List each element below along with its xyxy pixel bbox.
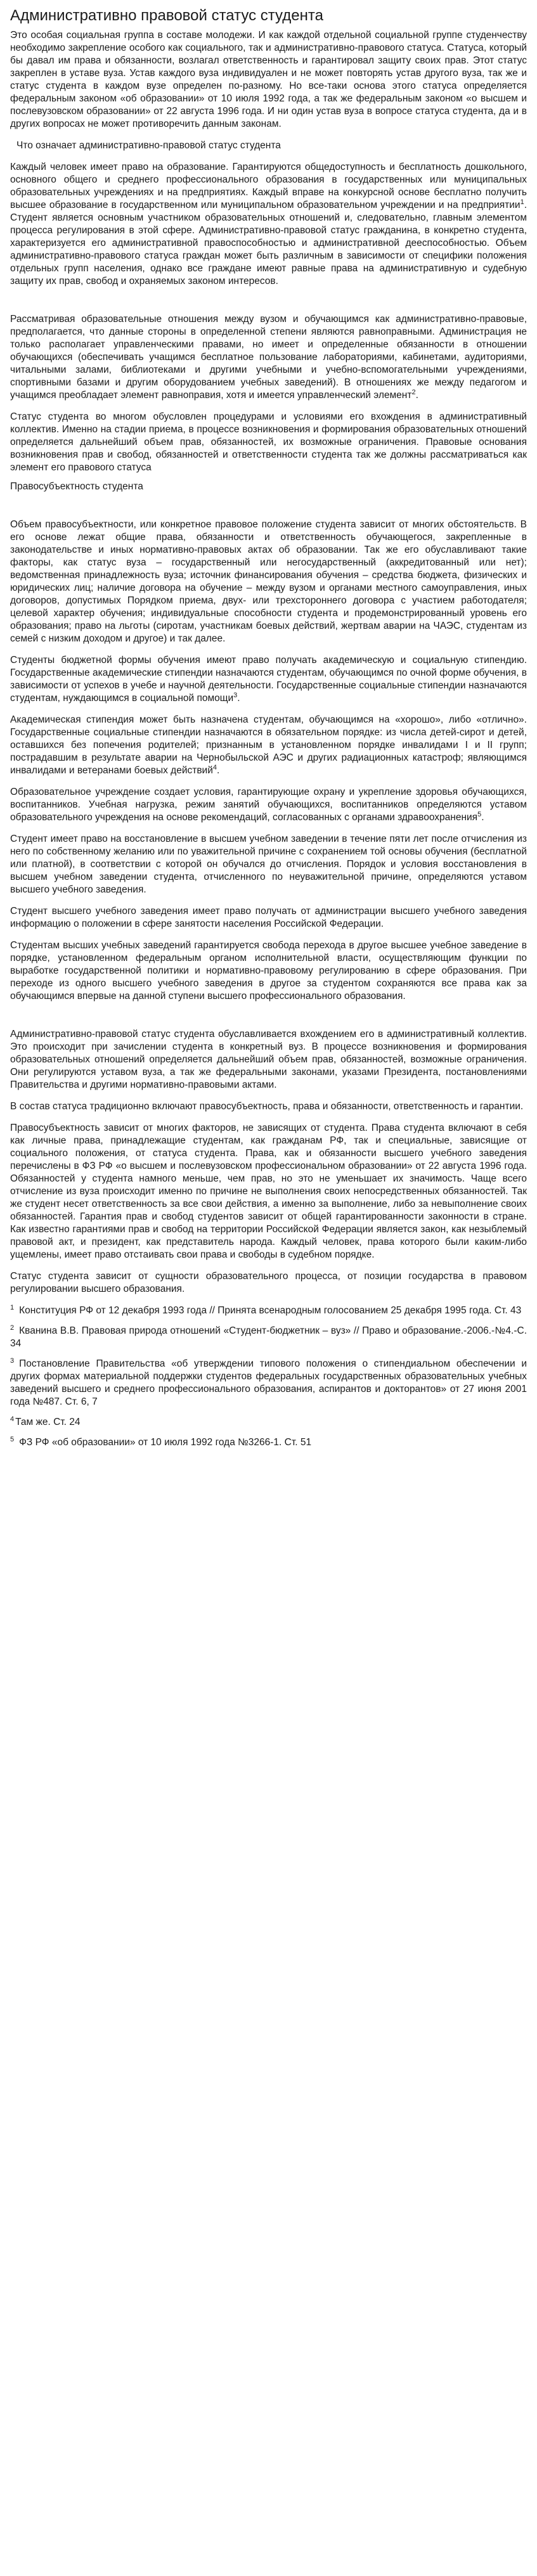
paragraph-14: Статус студента зависит от сущности образовательного процесса, от позиции государства в правовом регулировании высшего образования. [10, 1271, 527, 1294]
paragraph-2: Рассматривая образовательные отношения между вузом и обучающимся как административно-правовые, предполагается, что данные стороны в определенной степени являются равноправными. Администрация не только располагает управленческими правами, но имеет и определенные обязанности в отношении обучающихся (обеспечивать учащимся бесплатное пользование лабораториями, кабинетами, аудиториями, читальными залами, библиотеками и другими учебными и учебно-вспомогательными учреждениями, спортивными базами и другим оборудованием учебных заведений). В отношениях же между педагогом и учащимся преобладает элемент равноправия, хотя и имеется управленческий элемент$^2$. [10, 314, 527, 401]
page-title: Административно правовой статус студента [10, 7, 323, 24]
paragraph-6: Академическая стипендия может быть назначена студентам, обучающимся на «хорошо», либо «отлично». Государственные социальные стипендии назначаются в обязательном порядке: из числа детей-сирот и детей, оставшихся без попечения родителей; признанным в установленном порядке инвалидами I и II групп; пострадавшим в результате аварии на Чернобыльской АЭС и других радиационных катастроф; являющимся инвалидами и ветеранами боевых действий$^4$. [10, 714, 527, 776]
spacer [10, 502, 527, 518]
paragraph-1: Каждый человек имеет право на образование. Гарантируются общедоступность и бесплатность дошкольного, основного общего и среднего профессионального образования в государственных или муниципальных образовательных учреждениях и на предприятиях. Каждый вправе на конкурсной основе бесплатно получить высшее образование в государственном или муниципальном образовательном учреждении и на предприятии$^1$. Студент является основным участником образовательных отношений и, следовательно, главным элементом процесса регулирования в этой сфере. Административно-правовой статус гражданина, в конкретно студента, характеризуется его административной правоспособностью и административной дееспособностью. Объем административно-правового статуса граждан может быть различным в зависимости от специфики положения отдельных групп населения, однако все граждане имеют равные права на административную и судебную защиту их прав, свобод и охраняемых законом интересов. [10, 162, 527, 287]
spacer [10, 297, 527, 313]
footnote: $^5$ ФЗ РФ «об образовании» от 10 июля 1992 года №3266-1. Ст. 51 [10, 1435, 312, 1448]
footnote-ref: 5 [477, 810, 482, 818]
footnotes [10, 1304, 527, 1449]
paragraph-5: Студенты бюджетной формы обучения имеют право получать академическую и социальную стипендию. Государственные академические стипендии назначаются студентам, обучающимся по очной форме обучения, в зависимости от успехов в учебе и научной деятельности. Государственные социальные стипендии назначаются студентам, нуждающимся в социальной помощи$^3$. [10, 655, 527, 704]
footnote: $^1$ Конституция РФ от 12 декабря 1993 года // Принята всенародным голосованием 25 декабря 1995 года. Ст. 43 [10, 1303, 522, 1316]
paragraph-13: Правосубъектность зависит от многих факторов, не зависящих от студента. Права студента включают в себя как личные права, принадлежащие студентам, как гражданам РФ, так и специальные, зависящие от социального положения, от статуса студента. Права, как и обязанности высшего учебного заведения перечислены в ФЗ РФ «о высшем и послевузовском профессиональном образовании» от 22 августа 1996 года. Обязанностей у студента намного меньше, чем прав, но это не уменьшает их значимость. Чаще всего отчисление из вуза происходит именно по причине не выполнения своих непосредственных обязанностей. Так же студент несет ответственность за все свои действия, а именно за выполнение, либо за невыполнение своих обязанностей. Гарантия прав и свобод студентов зависит от общей гарантированности законности в стране. Как известно гарантиями прав и свобод на территории Российской Федерации является закон, как незыблемый правовой акт, и президент, как представитель народа. Каждый человек, права которого были каким-либо ущемлены, имеет право отстаивать свои права и свободы в судебном порядке. [10, 1123, 527, 1260]
section-subheading: Что означает административно-правовой статус студента [16, 140, 281, 151]
paragraph-11: Административно-правовой статус студента обуславливается вхождением его в административный коллектив. Это происходит при зачислении студента в конкретный вуз. В процессе возникновения и формирования образовательных отношений определяется дальнейший объем прав, обязанностей, возможные ограничения. Они регулируются уставом вуза, а так же федеральными законами, указами Президента, постановлениями Правительства и другими нормативно-правовыми актами. [10, 1029, 527, 1090]
footnote-ref: 2 [411, 388, 416, 396]
footnote: $^4$ Там же. Ст. 24 [10, 1415, 81, 1427]
footnote: $^2$ Кванина В.В. Правовая природа отношений «Студент-бюджетник – вуз» // Право и образование.-2006.-№4.-С. 34 [10, 1323, 527, 1349]
footnote-ref: 4 [212, 763, 217, 771]
paragraph-12: В состав статуса традиционно включают правосубъектность, права и обязанности, ответственность и гарантии. [10, 1101, 524, 1112]
paragraph-10: Студентам высших учебных заведений гарантируется свобода перехода в другое высшее учебное заведение в порядке, установленном федеральным органом исполнительной власти, осуществляющим функции по выработке государственной политики и нормативно-правовому регулированию в сфере образования. При переходе из одного высшего учебного заведения в другое за студентом сохраняются все права как за обучающимся впервые на данной ступени высшего профессионального образования. [10, 940, 527, 1001]
section-heading-2: Правосубъектность студента [10, 481, 143, 492]
footnote-ref: 3 [233, 691, 238, 699]
paragraph-8: Студент имеет право на восстановление в высшем учебном заведении в течение пяти лет после отчисления из него по собственному желанию или по уважительной причине с сохранением той основы обучения (бесплатной или платной), в соответствии с которой он обучался до отчисления. Порядок и условия восстановления в высшем учебном заведении студента, отчисленного по неуважительной причине, определяются уставом высшего учебного заведения. [10, 834, 527, 895]
intro-paragraph: Это особая социальная группа в составе молодежи. И как каждой отдельной социальной группе студенчеству необходимо закрепление особого как социального, так и административно-правового статуса. Статуса, который бы давал им права и обязанности, возлагал ответственность и гарантировал защиту своих прав. Этот статус закреплен в уставе вуза. Устав каждого вуза индивидуален и не может повторять устав другого вуза, так же и статус студента в каждом вузе определен по-разному. Но все-таки основа этого статуса определяется федеральным законом «об образовании» от 10 июля 1992 года, а так же федеральным законом «о высшем и послевузовском образовании» от 22 августа 1996 года. И ни один устав вуза в вопросе статуса студента, да и в других вопросах не может противоречить данным законам. [10, 30, 527, 129]
footnote: $^3$ Постановление Правительства «об утверждении типового положения о стипендиальном обеспечении и других формах материальной поддержки студентов федеральных государственных образовательных учебных заведений высшего и среднего профессионального образования, аспирантов и докторантов» от 27 июня 2001 года №487. Ст. 6, 7 [10, 1356, 527, 1407]
paragraph-7: Образовательное учреждение создает условия, гарантирующие охрану и укрепление здоровья обучающихся, воспитанников. Учебная нагрузка, режим занятий обучающихся, воспитанников определяются уставом образовательного учреждения на основе рекомендаций, согласованных с органами здравоохранения$^5$. [10, 787, 527, 823]
paragraph-4: Объем правосубъектности, или конкретное правовое положение студента зависит от многих обстоятельств. В его основе лежат общие права, обязанности и ответственность обучающегося, закрепленные в законодательстве и иных нормативно-правовых актах об образовании. Так же его обуславливают такие факторы, как статус вуза – государственный или негосударственный (аккредитованный или нет); ведомственная принадлежность вуза; источник финансирования обучения – средства бюджета, физических и юридических лиц; наличие договора на обучение – между вузом и органами местного самоуправления, иных договоров, допустимых Порядком приема, двух- или трехстороннего договора с участием работодателя; целевой характер обучения; индивидуальные способности студента и продемонстрированный уровень его образования; право на льготы (сиротам, участникам боевых действий, жертвам аварии на ЧАЭС, студентам из семей с низким доходом и другое) и так далее. [10, 519, 527, 644]
footnote-ref: 1 [520, 198, 524, 206]
paragraph-9: Студент высшего учебного заведения имеет право получать от администрации высшего учебного заведения информацию о положении в сфере занятости населения Российской Федерации. [10, 906, 527, 929]
paragraph-3: Статус студента во многом обусловлен процедурами и условиями его вхождения в административный коллектив. Именно на стадии приема, в процессе возникновения и формирования образовательных отношений определяется дальнейший объем прав, обязанностей, их возможные ограничения. Правовые основания возникновения прав и свобод, обязанностей и ответственности студента так же должны рассматриваться как элемент его правового статуса [10, 411, 527, 473]
spacer [10, 1012, 527, 1028]
